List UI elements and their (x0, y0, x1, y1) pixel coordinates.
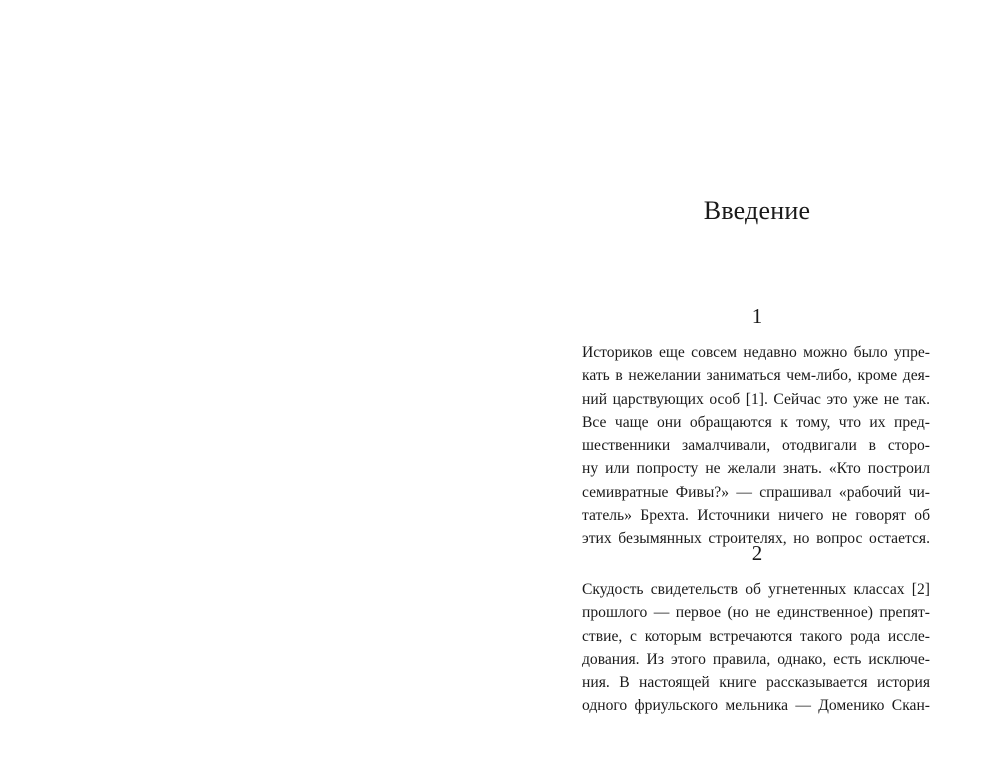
text-line: ствие, с которым встречаются такого рода иссле- (582, 627, 930, 645)
text-line: дования. Из этого правила, однако, есть исключе- (582, 650, 930, 668)
text-line: ния. В настоящей книге рассказывается история (582, 674, 930, 692)
section-2-text (582, 578, 930, 718)
text-line: ний царствующих особ [1]. Сейчас это уже не так. (582, 390, 930, 408)
section-number-2: 2 (751, 541, 763, 565)
text-line: Все чаще они обращаются к тому, что их пред- (582, 413, 930, 431)
text-line: одного фриульского мельника — Доменико Скан- (582, 697, 930, 715)
text-line: этих безымянных строителях, но вопрос остается. (582, 530, 930, 548)
text-line: татель» Брехта. Источники ничего не говорят об (582, 507, 930, 525)
section-number-1: 1 (751, 304, 763, 328)
text-line: семивратные Фивы?» — спрашивал «рабочий чи- (582, 483, 930, 501)
text-line: шественники замалчивали, отодвигали в сторо- (582, 437, 930, 455)
chapter-title: Введение (703, 196, 811, 225)
section-1-text (582, 341, 930, 551)
right-page (500, 0, 1000, 782)
text-line: Скудость свидетельств об угнетенных классах [2] (582, 581, 930, 598)
text-line: кать в нежелании заниматься чем-либо, кроме дея- (582, 367, 930, 385)
text-line: Историков еще совсем недавно можно было упре- (582, 344, 930, 361)
text-line: прошлого — первое (но не единственное) препят- (582, 604, 930, 622)
text-line: ну или попросту не желали знать. «Кто построил (582, 460, 930, 478)
